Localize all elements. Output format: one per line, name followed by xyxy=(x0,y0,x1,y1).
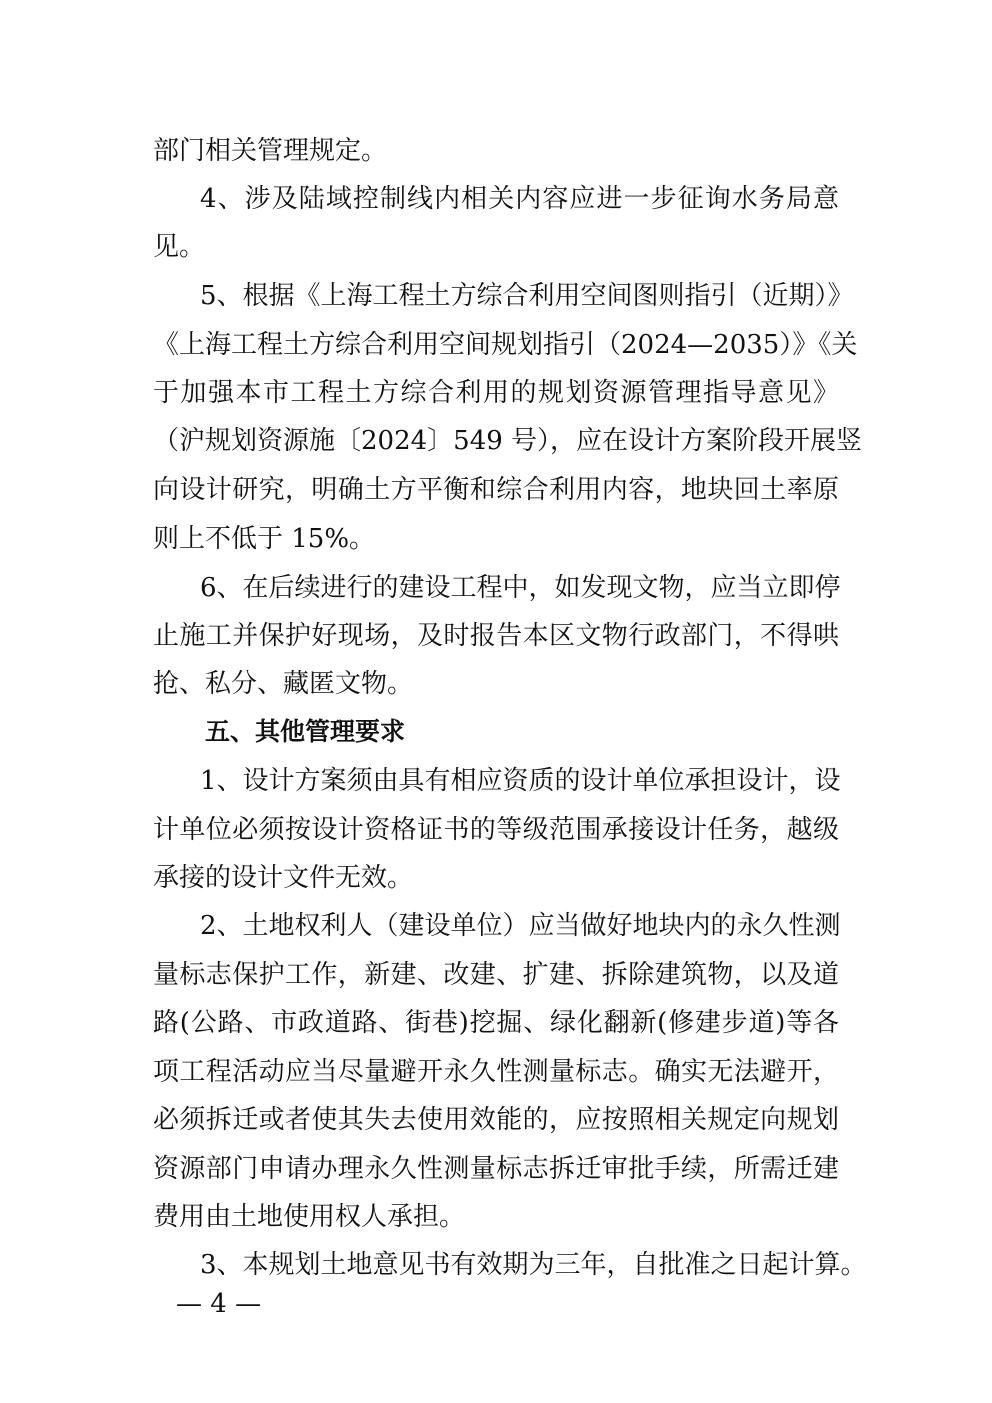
item-5-line: 《上海工程土方综合利用空间规划指引（2024—2035）》《关 xyxy=(153,330,858,360)
item-5-line: 向设计研究，明确土方平衡和综合利用内容，地块回土率原 xyxy=(153,475,839,505)
item-5-line: （沪规划资源施〔2024〕549 号），应在设计方案阶段开展竖 xyxy=(153,426,863,456)
section-heading: 五、其他管理要求 xyxy=(205,717,406,746)
section-item-2-line: 必须拆迁或者使其失去使用效能的，应按照相关规定向规划 xyxy=(153,1105,839,1135)
section-item-2-line: 2、土地权利人（建设单位）应当做好地块内的永久性测 xyxy=(200,911,841,941)
section-item-2-line: 路(公路、市政道路、街巷)挖掘、绿化翻新(修建步道)等各 xyxy=(153,1008,839,1038)
item-5-line: 于加强本市工程土方综合利用的规划资源管理指导意见》 xyxy=(153,378,839,408)
item-6-line: 止施工并保护好现场，及时报告本区文物行政部门，不得哄 xyxy=(153,621,839,651)
item-6-line: 6、在后续进行的建设工程中，如发现文物，应当立即停 xyxy=(200,573,841,603)
paragraph-continued-line: 部门相关管理规定。 xyxy=(153,136,388,166)
section-item-2-line: 项工程活动应当尽量避开永久性测量标志。确实无法避开， xyxy=(153,1057,839,1087)
section-item-3-line: 3、本规划土地意见书有效期为三年，自批准之日起计算。 xyxy=(200,1250,867,1280)
section-item-1-line: 1、设计方案须由具有相应资质的设计单位承担设计，设 xyxy=(200,766,841,796)
section-item-1-line: 计单位必须按设计资格证书的等级范围承接设计任务，越级 xyxy=(153,815,839,845)
section-item-2-line: 费用由土地使用权人承担。 xyxy=(153,1202,466,1232)
section-item-1-line: 承接的设计文件无效。 xyxy=(153,863,414,893)
section-item-2-line: 资源部门申请办理永久性测量标志拆迁审批手续，所需迁建 xyxy=(153,1154,839,1184)
item-6-line: 抢、私分、藏匿文物。 xyxy=(153,669,414,699)
section-item-2-line: 量标志保护工作，新建、改建、扩建、拆除建筑物，以及道 xyxy=(153,960,839,990)
item-4-line: 4、涉及陆域控制线内相关内容应进一步征询水务局意 xyxy=(200,184,839,214)
item-5-line: 5、根据《上海工程土方综合利用空间图则指引（近期）》 xyxy=(200,281,854,311)
item-4-line: 见。 xyxy=(153,232,206,262)
item-5-line: 则上不低于 15%。 xyxy=(153,524,376,554)
page-number: — 4 — xyxy=(176,1289,262,1319)
